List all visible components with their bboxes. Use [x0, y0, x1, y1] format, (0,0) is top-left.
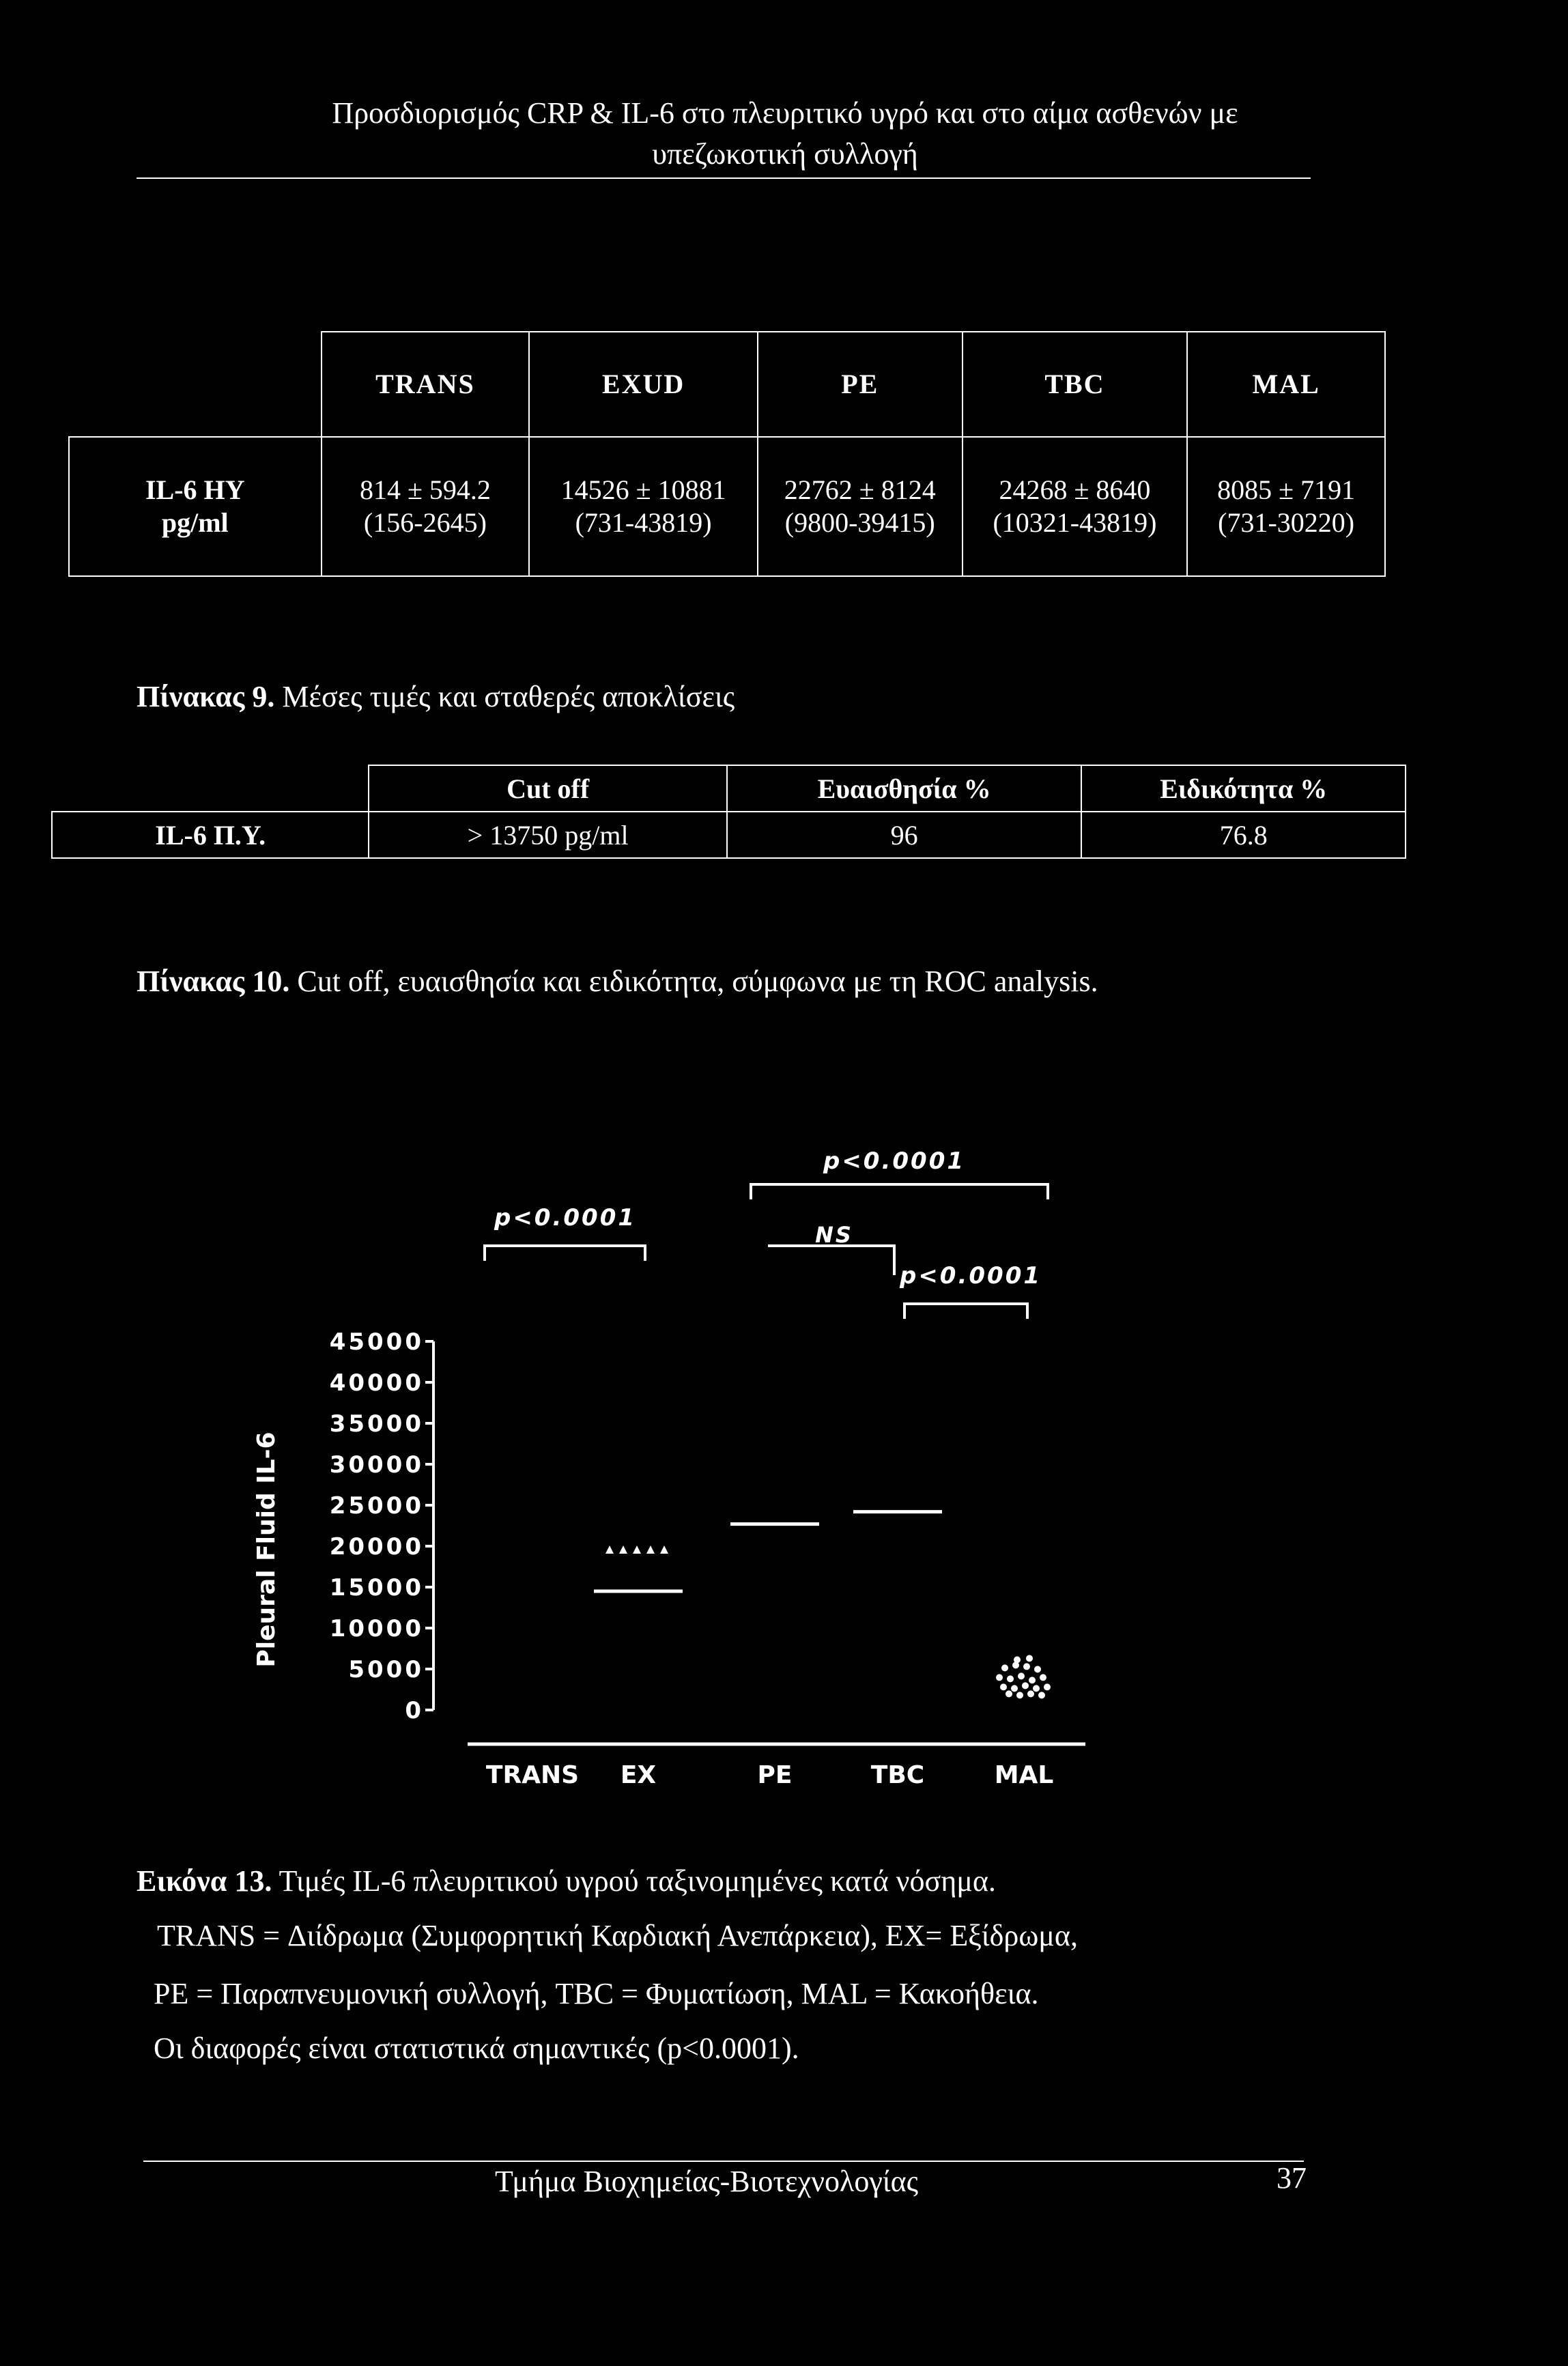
- sig-pe-tbc-label: NS: [815, 1222, 853, 1248]
- x-tick-label: MAL: [994, 1761, 1054, 1789]
- data-point: [1040, 1674, 1046, 1681]
- y-tick-label: 5000: [348, 1656, 424, 1683]
- figure-legend-line-3: Οι διαφορές είναι στατιστικά σημαντικές (p<0.0001).: [154, 2032, 799, 2065]
- header-line-1: Προσδιορισμός CRP & IL-6 στο πλευριτικό υγρό και στο αίμα ασθενών με: [332, 96, 1238, 130]
- cell-mean: 24268 ± 8640: [999, 474, 1151, 505]
- table-10-caption-label: Πίνακας 10.: [137, 965, 290, 998]
- data-point: [1000, 1683, 1007, 1690]
- cell-range: (731-30220): [1218, 507, 1355, 538]
- x-tick-label: TBC: [870, 1761, 925, 1789]
- data-point: [1018, 1672, 1025, 1679]
- data-point: [1007, 1675, 1014, 1682]
- data-point: [1038, 1692, 1045, 1698]
- data-point: [1011, 1685, 1018, 1692]
- data-point: [646, 1545, 655, 1554]
- data-point: [1006, 1690, 1012, 1697]
- table-9-caption-text: Μέσες τιμές και σταθερές αποκλίσεις: [282, 680, 735, 713]
- row-label-line2: pg/ml: [161, 507, 229, 538]
- table-9-caption-label: Πίνακας 9.: [137, 680, 275, 713]
- table-9-col-mal: MAL: [1187, 332, 1385, 437]
- table-10-col-specificity: Ειδικότητα %: [1081, 765, 1406, 812]
- data-point: [996, 1674, 1003, 1681]
- table-9-col-exud: EXUD: [529, 332, 758, 437]
- cell-mean: 814 ± 594.2: [359, 474, 491, 505]
- table-10-caption-text: Cut off, ευαισθησία και ειδικότητα, σύμφωνα με τη ROC analysis.: [297, 965, 1098, 998]
- table-10-row-label: IL-6 Π.Υ.: [52, 812, 369, 858]
- y-tick-label: 15000: [329, 1574, 424, 1601]
- data-point: [1022, 1682, 1029, 1689]
- table-cell: 96: [727, 812, 1082, 858]
- header-line-2: υπεζωκοτική συλλογή: [652, 137, 918, 171]
- data-point: [633, 1545, 641, 1554]
- cell-range: (731-43819): [575, 507, 712, 538]
- sig-tbc-mal-label: p<0.0001: [899, 1262, 1042, 1289]
- figure-caption-text: Τιμές IL-6 πλευριτικού υγρού ταξινομημένες κατά νόσημα.: [279, 1864, 996, 1898]
- cell-mean: 8085 ± 7191: [1217, 474, 1356, 505]
- table-9-col-tbc: TBC: [963, 332, 1188, 437]
- data-point: [660, 1545, 668, 1554]
- y-tick-label: 30000: [329, 1451, 424, 1479]
- y-tick-label: 20000: [329, 1533, 424, 1560]
- data-point: [1016, 1692, 1023, 1698]
- data-point: [1027, 1690, 1034, 1697]
- y-tick-label: 0: [405, 1697, 424, 1724]
- table-10-col-sensitivity: Ευαισθησία %: [727, 765, 1082, 812]
- cell-mean: 14526 ± 10881: [560, 474, 726, 505]
- data-point: [1014, 1656, 1021, 1663]
- data-point: [1001, 1664, 1008, 1671]
- sig-pe-mal-label: p<0.0001: [823, 1148, 966, 1175]
- table-cell: > 13750 pg/ml: [369, 812, 726, 858]
- figure-caption: [137, 1864, 996, 1899]
- cell-range: (156-2645): [363, 507, 487, 538]
- y-tick-label: 45000: [329, 1328, 424, 1356]
- data-point: [619, 1545, 627, 1554]
- cell-range: (9800-39415): [784, 507, 935, 538]
- data-point: [1026, 1655, 1033, 1662]
- y-tick-label: 25000: [329, 1492, 424, 1520]
- table-9-col-pe: PE: [758, 332, 963, 437]
- figure-legend-line-1: TRANS = Διίδρωμα (Συμφορητική Καρδιακή Ανεπάρκεια), ΕΧ= Εξίδρωμα,: [157, 1919, 1078, 1952]
- data-point: [1034, 1666, 1041, 1672]
- table-9-col-trans: TRANS: [322, 332, 530, 437]
- footer-rule: [143, 2161, 1304, 2162]
- table-10-col-cutoff: Cut off: [369, 765, 726, 812]
- data-point: [605, 1545, 614, 1554]
- sig-ex-pe-bracket: [485, 1246, 645, 1261]
- figure-legend-line-2: PE = Παραπνευμονική συλλογή, TBC = Φυματίωση, MAL = Κακοήθεια.: [154, 1977, 1039, 2010]
- table-cell: 76.8: [1081, 812, 1406, 858]
- row-label-line1: IL-6 ΗΥ: [145, 474, 245, 505]
- data-point: [1033, 1685, 1040, 1692]
- data-point: [1023, 1663, 1030, 1670]
- page-number: 37: [1277, 2161, 1307, 2195]
- sig-ex-pe-label: p<0.0001: [494, 1204, 637, 1231]
- cell-range: (10321-43819): [993, 507, 1157, 538]
- cell-mean: 22762 ± 8124: [784, 474, 936, 505]
- x-tick-label: PE: [757, 1761, 793, 1789]
- sig-pe-mal-bracket: [751, 1184, 1048, 1199]
- y-tick-label: 35000: [329, 1410, 424, 1438]
- y-tick-label: 40000: [329, 1369, 424, 1397]
- y-tick-label: 10000: [329, 1615, 424, 1642]
- sig-pe-tbc-bracket: [768, 1246, 894, 1275]
- data-point: [1029, 1677, 1036, 1683]
- figure-caption-label: Εικόνα 13.: [137, 1864, 272, 1898]
- sig-tbc-mal-bracket: [904, 1304, 1027, 1319]
- y-axis-label: Pleural Fluid IL-6: [253, 1431, 281, 1668]
- data-point: [1044, 1683, 1051, 1690]
- x-tick-label: TRANS: [485, 1761, 580, 1789]
- footer-department: Τμήμα Βιοχημείας-Βιοτεχνολογίας: [495, 2165, 919, 2198]
- x-tick-label: EX: [620, 1761, 657, 1789]
